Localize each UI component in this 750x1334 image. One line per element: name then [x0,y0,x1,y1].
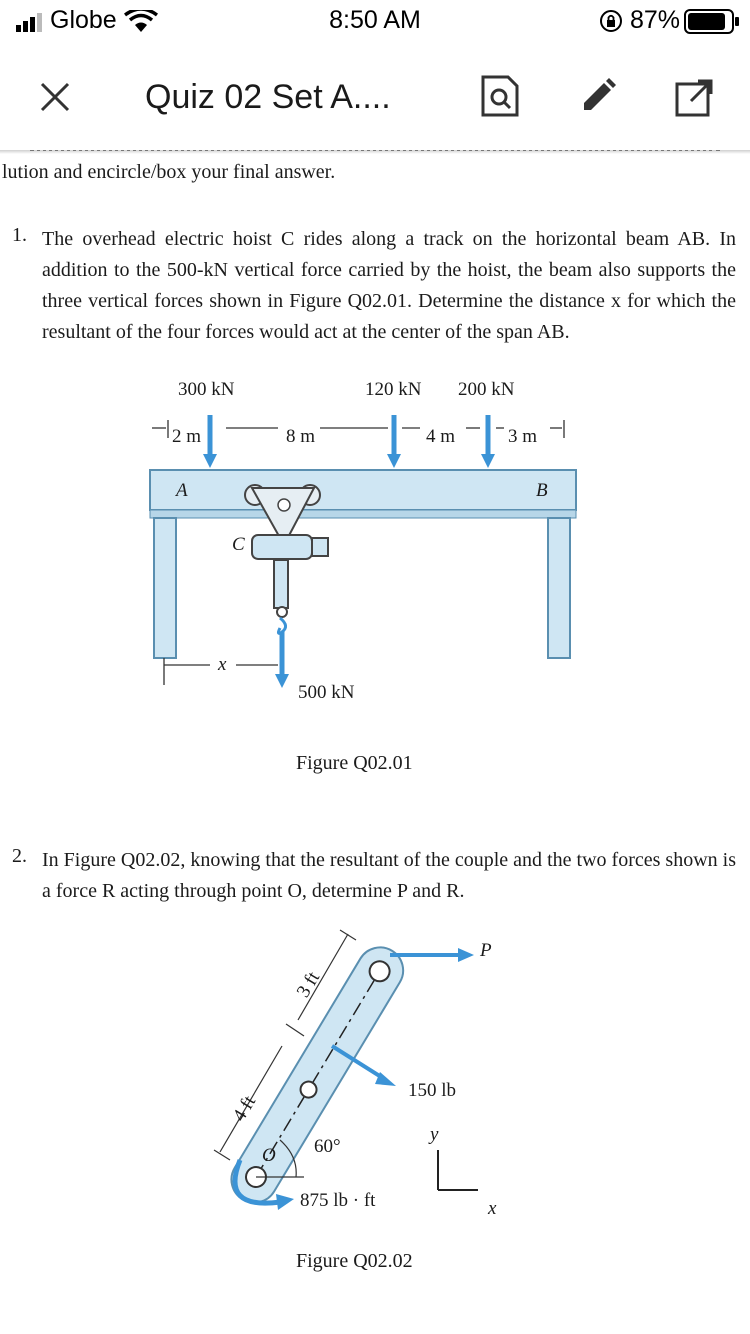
dimension-line-top [152,420,564,438]
label-500kn: 500 kN [298,682,355,703]
label-y: y [430,1124,439,1145]
label-couple: 875 lb · ft [300,1190,376,1211]
pencil-icon[interactable] [580,78,616,114]
label-3ft: 3 ft [292,968,325,1002]
label-3m: 3 m [508,426,538,447]
label-c: C [232,534,245,555]
document-title: Quiz 02 Set A.... [145,78,391,116]
label-2m: 2 m [172,426,202,447]
label-120kn: 120 kN [365,379,422,400]
viewer-toolbar [0,40,750,152]
question-1-number: 1. [12,224,27,246]
xy-axes [438,1150,478,1190]
label-b: B [536,480,548,501]
label-4m: 4 m [426,426,456,447]
question-2-text: In Figure Q02.02, knowing that the resultant of the couple and the two forces shown is a force R acting through point O, determine P and R. [42,849,736,902]
figure-q02-02-caption: Figure Q02.02 [296,1250,413,1272]
label-60deg: 60° [314,1136,341,1157]
label-p: P [480,940,492,961]
beam-ab [150,470,576,510]
rotation-lock-icon [599,9,623,33]
instruction-line: lution and encircle/box your final answer. [2,161,336,183]
battery-icon [684,8,740,36]
clock-time: 8:50 AM [329,6,421,34]
figure-q02-01-caption: Figure Q02.01 [296,752,413,774]
label-8m: 8 m [286,426,316,447]
clipped-text-fragment [0,150,750,156]
close-icon[interactable] [40,82,70,112]
carrier-name: Globe [50,6,117,34]
status-bar [0,0,750,40]
label-300kn: 300 kN [178,379,235,400]
label-200kn: 200 kN [458,379,515,400]
label-o: O [262,1145,276,1166]
question-2-number: 2. [12,845,27,867]
figure-q02-02 [200,920,530,1220]
document-search-icon[interactable] [480,74,520,118]
open-external-icon[interactable] [674,78,714,118]
left-column [154,518,176,658]
label-a: A [176,480,188,501]
label-4ft: 4 ft [228,1092,261,1126]
battery-percent: 87% [630,6,681,34]
label-axis-x: x [488,1198,497,1219]
figure-q02-01 [130,370,600,710]
right-column [548,518,570,658]
question-1-text: The overhead electric hoist C rides along a track on the horizontal beam AB. In addition to the 500-kN vertical force carried by the hoist, the beam also supports the three vertical forces shown in Figure Q02.01. Determine the distance x for which the resultant of the four forces would act at the center of the span AB. [42,228,736,343]
label-x: x [218,654,227,675]
label-150lb: 150 lb [408,1080,457,1101]
